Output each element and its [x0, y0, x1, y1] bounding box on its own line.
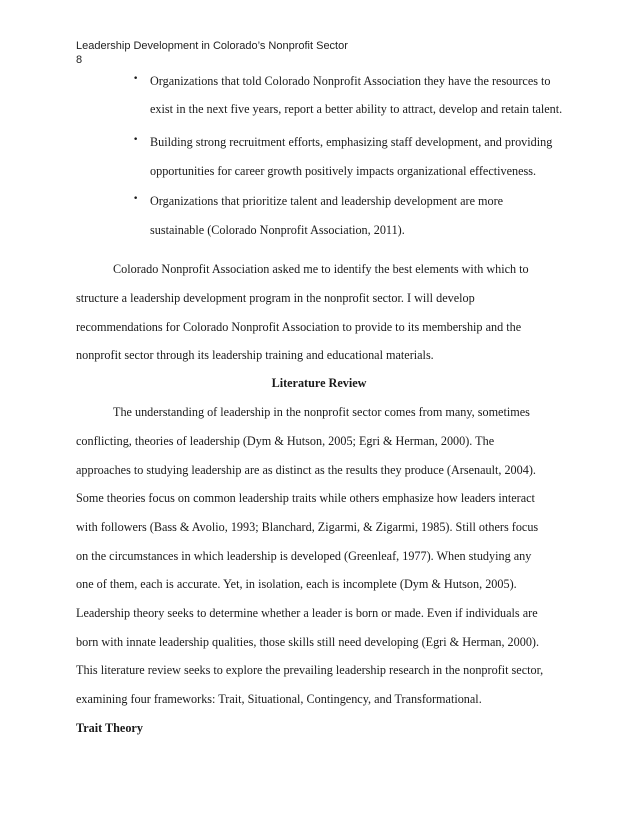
- bullet-3-line-1: Organizations that prioritize talent and leadership development are more: [150, 194, 504, 208]
- running-header: [76, 39, 348, 67]
- page-number: 8: [76, 54, 83, 66]
- paragraph-2-line-7: one of them, each is accurate. Yet, in isolation, each is incomplete (Dym & Hutson, 2005).: [76, 577, 517, 591]
- paragraph-2-line-10: This literature review seeks to explore the prevailing leadership research in the nonprofit sector,: [76, 663, 544, 677]
- paragraph-2-line-5: with followers (Bass & Avolio, 1993; Blanchard, Zigarmi, & Zigarmi, 1985). Still others focus: [76, 520, 539, 534]
- bullet-2-line-2: opportunities for career growth positively impacts organizational effectiveness.: [150, 164, 537, 178]
- paragraph-2-line-1: The understanding of leadership in the nonprofit sector comes from many, sometimes: [113, 405, 530, 419]
- header-title: Leadership Development in Colorado’s Nonprofit Sector: [76, 40, 348, 52]
- bullet-1-line-1: Organizations that told Colorado Nonprofit Association they have the resources to: [150, 74, 551, 88]
- paragraph-2-line-9: born with innate leadership qualities, those skills still need developing (Egri & Herman, 2000).: [76, 635, 540, 649]
- bullet-icon: •: [133, 194, 139, 204]
- bullet-icon: •: [133, 135, 139, 145]
- bullet-icon: •: [133, 74, 139, 84]
- paragraph-1-line-3: recommendations for Colorado Nonprofit Association to provide to its membership and the: [76, 320, 522, 334]
- paragraph-1-line-4: nonprofit sector through its leadership training and educational materials.: [76, 348, 434, 362]
- section-heading: Literature Review: [271, 376, 367, 390]
- paragraph-2-line-4: Some theories focus on common leadership traits while others emphasize how leaders interact: [76, 491, 535, 505]
- paragraph-2-line-8: Leadership theory seeks to determine whether a leader is born or made. Even if individuals are: [76, 606, 538, 620]
- paragraph-2-line-11: examining four frameworks: Trait, Situational, Contingency, and Transformational.: [76, 692, 482, 706]
- paragraph-1-line-1: Colorado Nonprofit Association asked me to identify the best elements with which to: [113, 262, 529, 276]
- paragraph-2-line-3: approaches to studying leadership are as distinct as the results they produce (Arsenault, 2004).: [76, 463, 536, 477]
- paragraph-1-line-2: structure a leadership development program in the nonprofit sector. I will develop: [76, 291, 475, 305]
- bullet-3-line-2: sustainable (Colorado Nonprofit Association, 2011).: [150, 223, 405, 237]
- paragraph-2-line-6: on the circumstances in which leadership is developed (Greenleaf, 1977). When studying any: [76, 549, 532, 563]
- bullet-1-line-2: exist in the next five years, report a better ability to attract, develop and retain talent.: [150, 102, 563, 116]
- paragraph-2-line-2: conflicting, theories of leadership (Dym & Hutson, 2005; Egri & Herman, 2000). The: [76, 434, 495, 448]
- subheading: Trait Theory: [76, 721, 143, 735]
- bullet-2-line-1: Building strong recruitment efforts, emphasizing staff development, and providing: [150, 135, 553, 149]
